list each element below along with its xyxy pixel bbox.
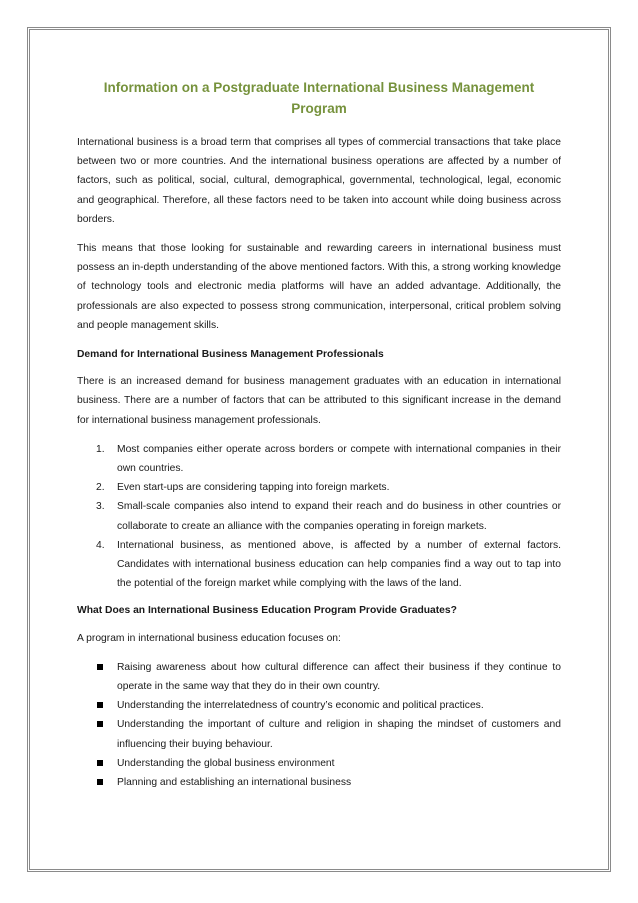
- list-item: [77, 715, 561, 753]
- list-item-text: Planning and establishing an international business: [117, 777, 352, 789]
- list-item-text: Understanding the global business environment: [117, 757, 335, 769]
- list-item-text: Most companies either operate across borders or compete with international companies in their own countries.: [117, 443, 561, 475]
- list-item: [77, 658, 561, 696]
- square-bullet-icon: [97, 779, 103, 785]
- list-item-text: Understanding the important of culture and religion in shaping the mindset of customers and influencing their buying behaviour.: [117, 719, 561, 750]
- list-item-text: Understanding the interrelatedness of country’s economic and political practices.: [117, 700, 484, 712]
- demand-paragraph: There is an increased demand for business management graduates with an education in international business. There are a number of factors that can be attributed to this significant increase in the demand for international business management professionals.: [77, 376, 561, 426]
- list-item-number: 4.: [96, 539, 105, 551]
- list-item: [77, 696, 561, 715]
- square-bullet-icon: [97, 664, 103, 670]
- list-item: [77, 497, 561, 535]
- list-item-text: Even start-ups are considering tapping into foreign markets.: [117, 482, 390, 494]
- list-item-text: International business, as mentioned above, is affected by a number of external factors. Candidates with international business education can help companies find a way out to tap into the potential of the foreign market while complying with the laws of the land.: [117, 539, 561, 590]
- square-bullet-icon: [97, 721, 103, 727]
- section-heading-demand: Demand for International Business Management Professionals: [77, 349, 384, 361]
- square-bullet-icon: [97, 760, 103, 766]
- document-body: [77, 77, 561, 792]
- program-paragraph: A program in international business education focuses on:: [77, 632, 341, 644]
- list-item: [77, 773, 561, 792]
- list-item-text: Small-scale companies also intend to expand their reach and do business in other countries or collaborate to create an alliance with the companies operating in foreign markets.: [117, 501, 561, 532]
- demand-factors-list: [77, 440, 561, 594]
- list-item-number: 1.: [96, 443, 105, 455]
- document-title: Information on a Postgraduate International Business Management Program: [103, 80, 535, 116]
- intro-paragraph-2: This means that those looking for sustainable and rewarding careers in international business must possess an in-depth understanding of the above mentioned factors. With this, a strong working knowledge of technology tools and electronic media platforms will have an added advantage. Additionally, the professionals are also expected to possess strong communication, interpersonal, critical problem solving and people management skills.: [77, 243, 561, 331]
- list-item-number: 2.: [96, 482, 105, 494]
- section-heading-program: What Does an International Business Education Program Provide Graduates?: [77, 605, 457, 617]
- program-focus-list: [77, 658, 561, 792]
- list-item: [77, 536, 561, 594]
- list-item: [77, 754, 561, 773]
- list-item-text: Raising awareness about how cultural difference can affect their business if they continue to operate in the same way that they do in their own country.: [117, 661, 561, 693]
- list-item: [77, 478, 561, 497]
- list-item-number: 3.: [96, 501, 105, 513]
- list-item: [77, 440, 561, 478]
- square-bullet-icon: [97, 702, 103, 708]
- intro-paragraph-1: International business is a broad term that comprises all types of commercial transactions that take place between two or more countries. And the international business operations are affected by a number of factors, such as political, social, cultural, demographical, governmental, technological, legal, economic and geographical. Therefore, all these factors need to be taken into account while doing business across borders.: [77, 137, 561, 225]
